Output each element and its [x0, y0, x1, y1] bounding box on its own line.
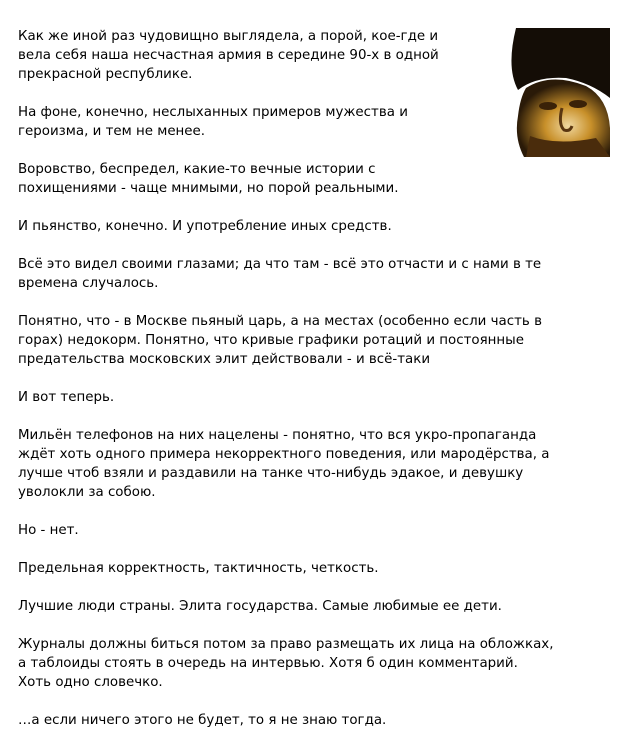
paragraph-2: На фоне, конечно, неслыханных примеров мужества и героизма, и тем не менее. — [18, 105, 408, 139]
paragraph-12: Журналы должны биться потом за право размещать их лица на обложках, а таблоиды стоять в очередь на интервью. Хотя б один комментарий. Хоть одно словечко. — [18, 637, 554, 690]
paragraph-4: И пьянство, конечно. И употребление иных средств. — [18, 219, 392, 234]
paragraph-9: Но - нет. — [18, 523, 79, 538]
paragraph-1: Как же иной раз чудовищно выглядела, а порой, кое-где и вела себя наша несчастная армия в середине 90-х в одной прекрасной республике. — [18, 29, 439, 82]
person-portrait-icon — [496, 28, 610, 157]
paragraph-8: Мильён телефонов на них нацелены - понятно, что вся укро-пропаганда ждёт хоть одного примера некорректного поведения, или мародёрства, а лучше чтоб взяли и раздавили на танке что-нибудь эдакое, и девушку уволокли за собою. — [18, 428, 550, 500]
paragraph-6: Понятно, что - в Москве пьяный царь, а на местах (особенно если часть в горах) недокорм. Понятно, что кривые графики ротаций и постоянные предательства московских элит действовали - и всё-таки — [18, 314, 542, 367]
paragraph-11: Лучшие люди страны. Элита государства. Самые любимые ее дети. — [18, 599, 502, 614]
paragraph-5: Всё это видел своими глазами; да что там - всё это отчасти и с нами в те времена случалось. — [18, 257, 542, 291]
paragraph-13: …а если ничего этого не будет, то я не знаю тогда. — [18, 713, 387, 728]
paragraph-7: И вот теперь. — [18, 390, 115, 405]
paragraph-10: Предельная корректность, тактичность, четкость. — [18, 561, 379, 576]
author-portrait — [496, 28, 610, 157]
paragraph-3: Воровство, беспредел, какие-то вечные истории с похищениями - чаще мнимыми, но порой реальными. — [18, 162, 399, 196]
